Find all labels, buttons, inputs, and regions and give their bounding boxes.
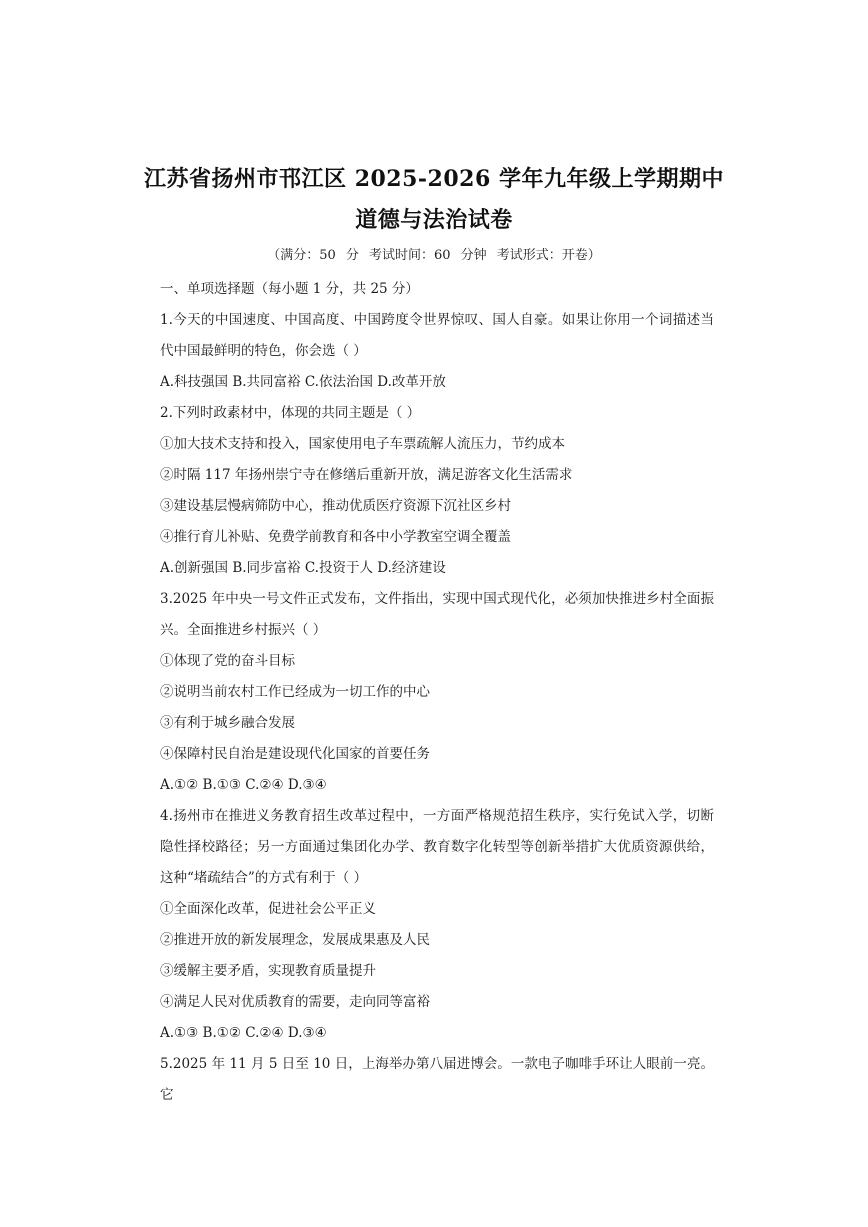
q4-stem-line2: 隐性择校路径；另一方面通过集团化办学、教育数字化转型等创新举措扩大优质资源供给， [160, 839, 714, 855]
q4-item-2: ②推进开放的新发展理念，发展成果惠及人民 [160, 932, 430, 948]
q3-stem-line2: 兴。全面推进乡村振兴（ ） [160, 622, 327, 638]
q3-item-1: ①体现了党的奋斗目标 [160, 653, 295, 669]
q3-item-3: ③有利于城乡融合发展 [160, 715, 295, 731]
section-heading: 一、单项选择题（每小题 1 分，共 25 分） [160, 281, 419, 297]
q4-options: A.①③ B.①② C.②④ D.③④ [160, 1025, 327, 1041]
q2-item-4: ④推行育儿补贴、免费学前教育和各中小学教室空调全覆盖 [160, 529, 511, 545]
q4-item-1: ①全面深化改革，促进社会公平正义 [160, 901, 376, 917]
q5-stem-line1: 5.2025 年 11 月 5 日至 10 日，上海举办第八届进博会。一款电子咖啡手环让人眼前一亮。它 [160, 1056, 714, 1103]
q3-item-2: ②说明当前农村工作已经成为一切工作的中心 [160, 684, 430, 700]
exam-title-line1: 江苏省扬州市邗江区 2025-2026 学年九年级上学期期中 [144, 166, 724, 192]
q2-item-1: ①加大技术支持和投入，国家使用电子车票疏解人流压力，节约成本 [160, 436, 565, 452]
q3-item-4: ④保障村民自治是建设现代化国家的首要任务 [160, 746, 430, 762]
exam-title-line2: 道德与法治试卷 [355, 207, 513, 233]
q4-item-4: ④满足人民对优质教育的需要，走向同等富裕 [160, 994, 430, 1010]
q1-stem-line2: 代中国最鲜明的特色，你会选（ ） [160, 343, 367, 359]
q4-stem-line1: 4.扬州市在推进义务教育招生改革过程中，一方面严格规范招生秩序，实行免试入学，切断 [160, 808, 714, 824]
q1-stem-line1: 1.今天的中国速度、中国高度、中国跨度令世界惊叹、国人自豪。如果让你用一个词描述当 [160, 312, 714, 328]
q2-options: A.创新强国 B.同步富裕 C.投资于人 D.经济建设 [160, 560, 446, 576]
q2-stem: 2.下列时政素材中，体现的共同主题是（ ） [160, 405, 421, 421]
q1-options: A.科技强国 B.共同富裕 C.依法治国 D.改革开放 [160, 374, 446, 390]
exam-body [160, 274, 714, 1103]
q2-item-3: ③建设基层慢病筛防中心，推动优质医疗资源下沉社区乡村 [160, 498, 511, 514]
q2-item-2: ②时隔 117 年扬州崇宁寺在修缮后重新开放，满足游客文化生活需求 [160, 467, 573, 483]
q4-stem-line3: 这种“堵疏结合”的方式有利于（ ） [160, 870, 368, 886]
q4-item-3: ③缓解主要矛盾，实现教育质量提升 [160, 963, 376, 979]
q3-stem-line1: 3.2025 年中央一号文件正式发布，文件指出，实现中国式现代化，必须加快推进乡村全面振 [160, 591, 714, 607]
q3-options: A.①② B.①③ C.②④ D.③④ [160, 777, 327, 793]
exam-info: （满分：50 分 考试时间：60 分钟 考试形式：开卷） [267, 248, 601, 263]
